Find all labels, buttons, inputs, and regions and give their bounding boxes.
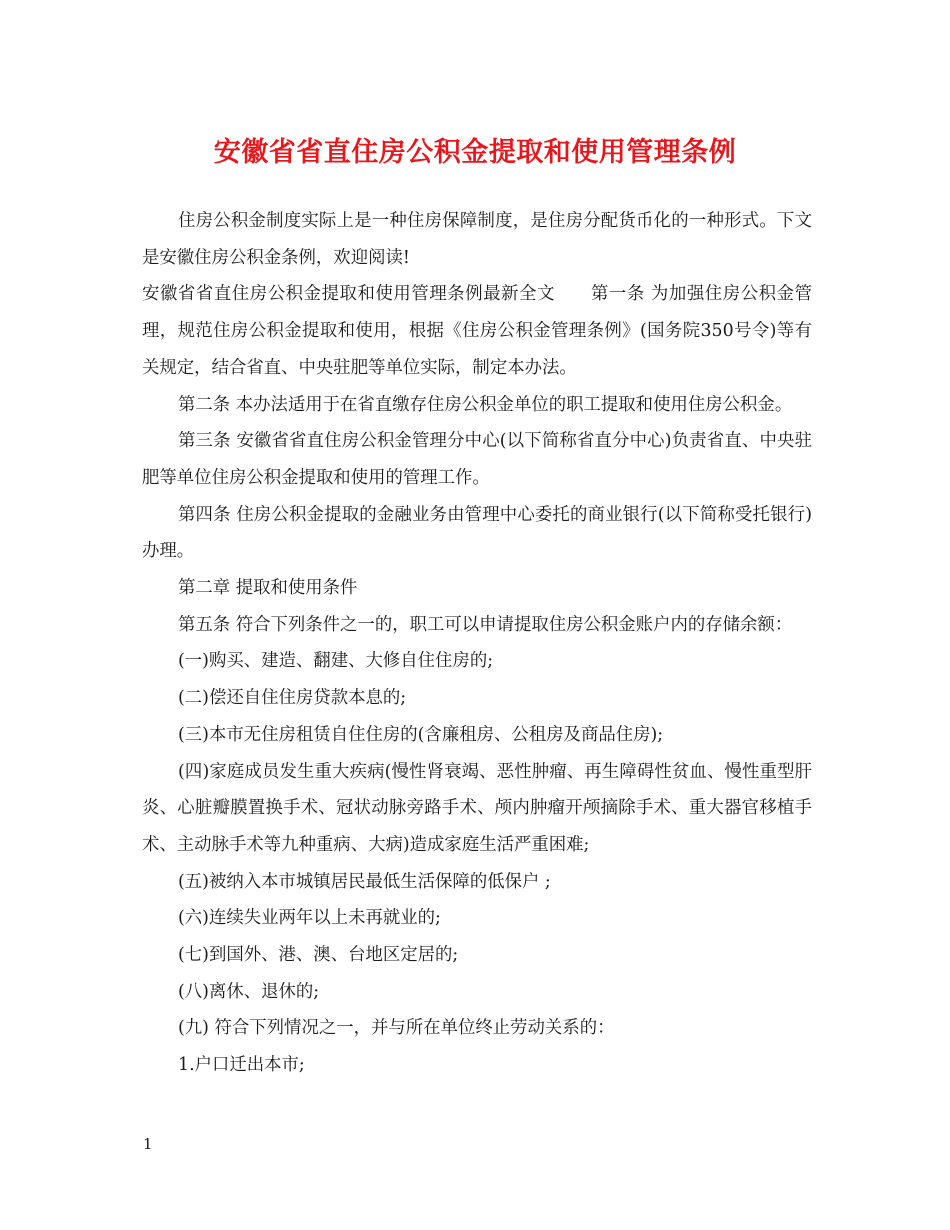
- page-number: 1: [143, 1135, 153, 1153]
- paragraph: 住房公积金制度实际上是一种住房保障制度，是住房分配货币化的一种形式。下文是安徽住房公积金条例，欢迎阅读!: [142, 211, 812, 268]
- list-item: (一)购买、建造、翻建、大修自住住房的;: [178, 651, 494, 672]
- list-item: (四)家庭成员发生重大疾病(慢性肾衰竭、恶性肿瘤、再生障碍性贫血、慢性重型肝炎、心脏瓣膜置换手术、冠状动脉旁路手术、颅内肿瘤开颅摘除手术、重大器官移植手术、主动脉手术等九种重病、大病)造成家庭生活严重困难;: [142, 761, 812, 855]
- list-item: (九) 符合下列情况之一，并与所在单位终止劳动关系的：: [178, 1018, 615, 1039]
- chapter-heading: 第二章 提取和使用条件: [178, 578, 358, 599]
- list-item: (六)连续失业两年以上未再就业的;: [178, 908, 441, 929]
- list-item: (二)偿还自住住房贷款本息的;: [178, 688, 407, 709]
- paragraph: 安徽省省直住房公积金提取和使用管理条例最新全文 第一条 为加强住房公积金管理，规范住房公积金提取和使用，根据《住房公积金管理条例》(国务院350号令)等有关规定，结合省直、中央驻肥等单位实际，制定本办法。: [142, 284, 812, 378]
- document-body: [142, 203, 812, 1084]
- list-item: (三)本市无住房租赁自住住房的(含廉租房、公租房及商品住房);: [178, 724, 664, 745]
- list-item: (五)被纳入本市城镇居民最低生活保障的低保户 ;: [178, 871, 551, 892]
- paragraph: 第三条 安徽省省直住房公积金管理分中心(以下简称省直分中心)负责省直、中央驻肥等单位住房公积金提取和使用的管理工作。: [142, 431, 812, 488]
- list-item: (七)到国外、港、澳、台地区定居的;: [178, 945, 459, 966]
- paragraph: 第五条 符合下列条件之一的，职工可以申请提取住房公积金账户内的存储余额：: [178, 614, 793, 635]
- paragraph: 第四条 住房公积金提取的金融业务由管理中心委托的商业银行(以下简称受托银行)办理。: [142, 504, 812, 562]
- paragraph: 第二条 本办法适用于在省直缴存住房公积金单位的职工提取和使用住房公积金。: [178, 394, 793, 415]
- list-item: 1.户口迁出本市;: [178, 1055, 305, 1076]
- list-item: (八)离休、退休的;: [178, 981, 320, 1002]
- document-title: 安徽省省直住房公积金提取和使用管理条例: [213, 137, 737, 168]
